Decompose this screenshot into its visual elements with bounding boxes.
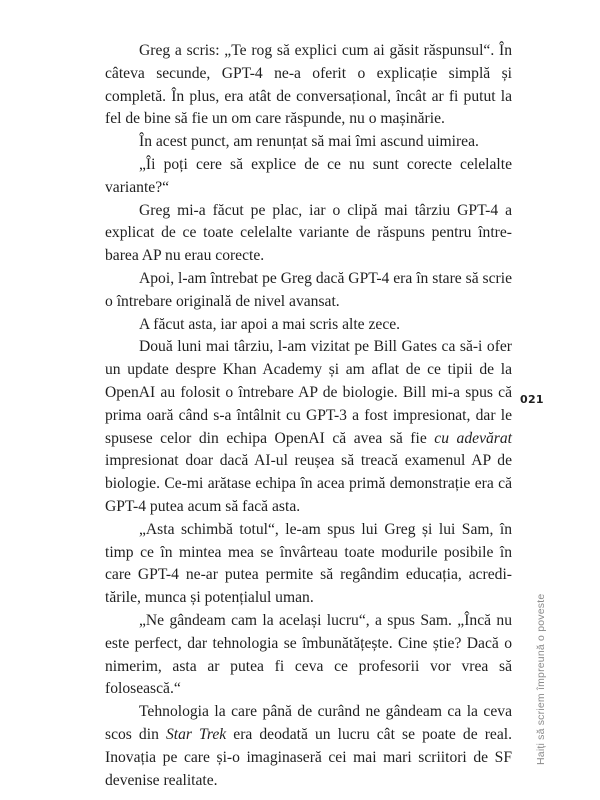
paragraph-1: Greg a scris: „Te rog să explici cum ai găsit răspunsul“. În câteva secunde, GPT-4 ne-a oferit o explicație simplă și completă. În plus, era atât de conversațional, încât ar fi putut la fel de bine să fie un om care răspunde, nu o mașinărie. (105, 42, 512, 128)
paragraph-10-part-2: era deodată un lucru cât se poate de real. Inovația pe care și-o imaginaseră cei mai mari scriitori de SF devenise realitate. (105, 725, 512, 789)
running-title: Haiți să scriem împreună o poveste (535, 593, 547, 765)
paragraph-9: „Ne gândeam cam la același lucru“, a spus Sam. „Încă nu este perfect, dar tehnologia se îmbunătățește. Cine știe? Dacă o nimerim, asta ar putea fi ceva ce profesorii vor vrea să folosească.“ (105, 611, 512, 698)
paragraph-4: Greg mi-a făcut pe plac, iar o clipă mai târziu GPT-4 a explicat de ce toate celelalte variante de răspuns pentru întrebarea AP nu erau corecte. (105, 201, 512, 265)
paragraph-2: În acest punct, am renunțat să mai îmi ascund uimirea. (139, 133, 479, 151)
paragraph-7-part-2: impresionat doar dacă AI-ul reușea să treacă examenul AP de biologie. Ce-mi arătase echipa în acea primă demonstrație era că GPT-4 putea acum să facă asta. (105, 452, 512, 515)
paragraph-10-emphasis: Star Trek (165, 725, 227, 743)
paragraph-5: Apoi, l-am întrebat pe Greg dacă GPT-4 era în stare să scrie o întrebare originală de nivel avansat. (105, 269, 512, 310)
paragraph-7 (105, 336, 512, 518)
paragraph-3: „Îi poți cere să explice de ce nu sunt corecte celelalte variante?“ (105, 155, 512, 196)
paragraph-6: A făcut asta, iar apoi a mai scris alte zece. (139, 315, 401, 333)
paragraph-8: „Asta schimbă totul“, le-am spus lui Greg și lui Sam, în timp ce în mintea mea se învârteau toate modurile posibile în care GPT-4 ne-ar putea permite să regândim educația, acreditările, munca și potențialul uman. (105, 520, 512, 607)
paragraph-7-part-1: Două luni mai târziu, l-am vizitat pe Bill Gates ca să-i ofer un update despre Khan Academy și am aflat de ce tipii de la OpenAI au folosit o întrebare AP de biologie. Bill mi-a spus că prima oară când s-a întâlnit cu GPT-3 a fost impresionat, dar le spusese celor din echipa OpenAI că avea să fie (105, 338, 512, 447)
paragraph-10 (105, 701, 512, 792)
body-text (105, 40, 512, 792)
paragraph-7-emphasis: cu adevărat (434, 429, 512, 447)
paragraph-10-part-1: Tehnologia la care până de curând ne gândeam ca la ceva scos din (105, 703, 512, 743)
page-number: 021 (520, 393, 544, 406)
